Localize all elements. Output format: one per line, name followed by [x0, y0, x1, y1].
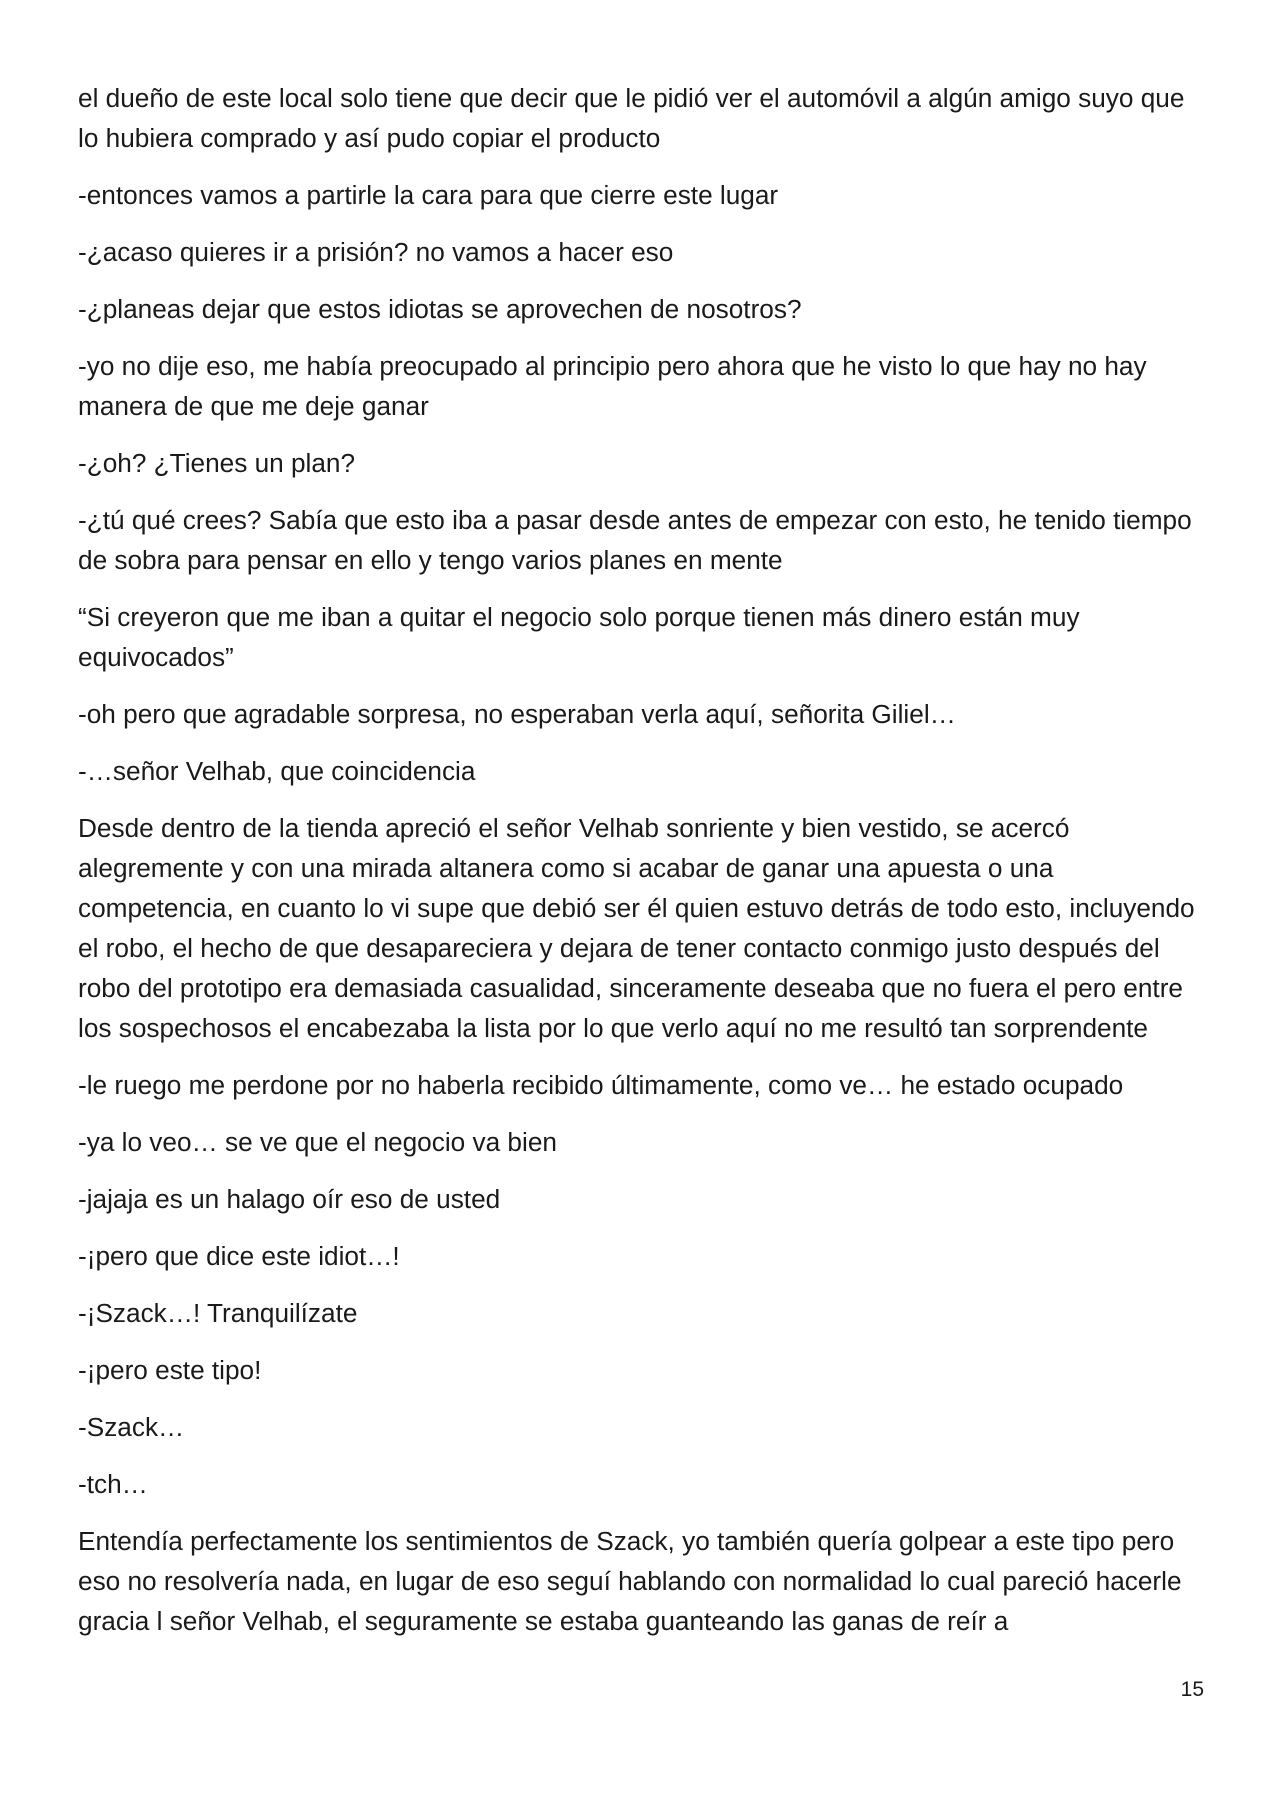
paragraph: -le ruego me perdone por no haberla recibido últimamente, como ve… he estado ocupado	[78, 1070, 1124, 1100]
paragraph: -jajaja es un halago oír eso de usted	[78, 1184, 501, 1214]
paragraph: -¡Szack…! Tranquilízate	[78, 1298, 358, 1328]
page-number: 15	[1180, 1678, 1204, 1701]
paragraph: -oh pero que agradable sorpresa, no esperaban verla aquí, señorita Giliel…	[78, 699, 956, 729]
paragraph: -…señor Velhab, que coincidencia	[78, 756, 476, 786]
paragraph: Desde dentro de la tienda apreció el señor Velhab sonriente y bien vestido, se acercó alegremente y con una mirada altanera como si acabar de ganar una apuesta o una competencia, en cuanto lo vi supe que debió ser él quien estuvo detrás de todo esto, incluyendo el robo, el hecho de que desapareciera y dejara de tener contacto conmigo justo después del robo del prototipo era demasiada casualidad, sinceramente deseaba que no fuera el pero entre los sospechosos el encabezaba la lista por lo que verlo aquí no me resultó tan sorprendente	[78, 813, 1195, 1043]
paragraph: -¿tú qué crees? Sabía que esto iba a pasar desde antes de empezar con esto, he tenido tiempo de sobra para pensar en ello y tengo varios planes en mente	[78, 505, 1192, 575]
document-body	[78, 78, 1208, 1658]
paragraph: Entendía perfectamente los sentimientos de Szack, yo también quería golpear a este tipo pero eso no resolvería nada, en lugar de eso seguí hablando con normalidad lo cual pareció hacerle gracia l señor Velhab, el seguramente se estaba guanteando las ganas de reír a	[78, 1526, 1182, 1636]
paragraph: -¡pero este tipo!	[78, 1355, 262, 1385]
paragraph: -¿planeas dejar que estos idiotas se aprovechen de nosotros?	[78, 294, 802, 324]
paragraph: -¡pero que dice este idiot…!	[78, 1241, 400, 1271]
paragraph: -Szack…	[78, 1412, 185, 1442]
paragraph: -ya lo veo… se ve que el negocio va bien	[78, 1127, 557, 1157]
paragraph: -tch…	[78, 1469, 148, 1499]
paragraph: “Si creyeron que me iban a quitar el negocio solo porque tienen más dinero están muy equivocados”	[78, 602, 1080, 672]
paragraph: -entonces vamos a partirle la cara para que cierre este lugar	[78, 180, 779, 210]
paragraph: el dueño de este local solo tiene que decir que le pidió ver el automóvil a algún amigo suyo que lo hubiera comprado y así pudo copiar el producto	[78, 83, 1185, 153]
paragraph: -¿oh? ¿Tienes un plan?	[78, 448, 356, 478]
paragraph: -¿acaso quieres ir a prisión? no vamos a hacer eso	[78, 237, 674, 267]
paragraph: -yo no dije eso, me había preocupado al principio pero ahora que he visto lo que hay no hay manera de que me deje ganar	[78, 351, 1147, 421]
